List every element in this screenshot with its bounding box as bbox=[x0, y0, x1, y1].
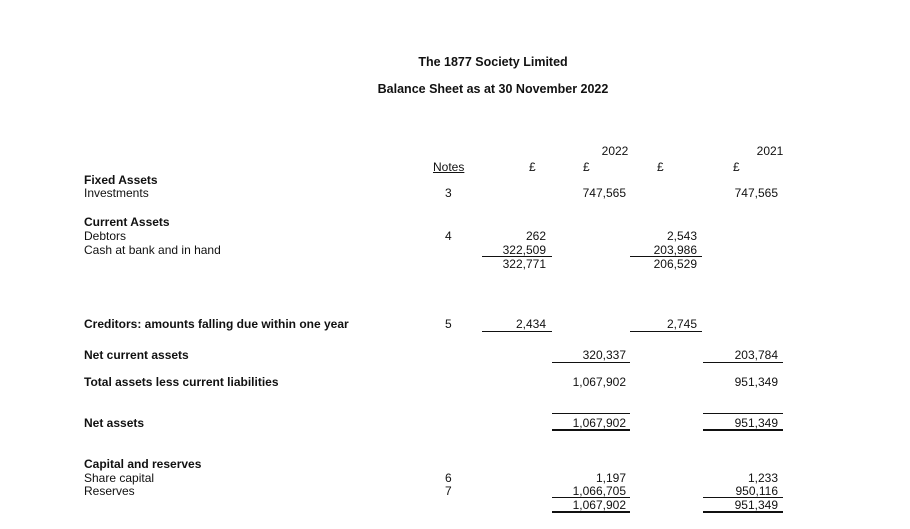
current-assets-total-prior: 206,529 bbox=[653, 257, 697, 271]
fixed-assets-heading: Fixed Assets bbox=[84, 173, 158, 187]
currency-col4: £ bbox=[733, 160, 740, 174]
investments-cur: 747,565 bbox=[582, 186, 626, 200]
net-assets-cur: 1,067,902 bbox=[572, 416, 626, 430]
investments-prior: 747,565 bbox=[734, 186, 778, 200]
total-assets-less-cl-prior: 951,349 bbox=[734, 375, 778, 389]
currency-col3: £ bbox=[657, 160, 664, 174]
company-name: The 1877 Society Limited bbox=[418, 55, 568, 69]
cash-label: Cash at bank and in hand bbox=[84, 243, 221, 257]
debtors-prior: 2,543 bbox=[666, 229, 697, 243]
net-assets-top-rule-prior bbox=[703, 413, 783, 414]
creditors-rule-prior bbox=[630, 331, 702, 332]
creditors-rule-cur bbox=[482, 331, 552, 332]
creditors-cur: 2,434 bbox=[515, 317, 546, 331]
reserves-cur: 1,066,705 bbox=[572, 484, 626, 498]
current-assets-heading: Current Assets bbox=[84, 215, 170, 229]
share-capital-label: Share capital bbox=[84, 471, 155, 485]
reserves-label: Reserves bbox=[84, 484, 135, 498]
reserves-note: 7 bbox=[445, 484, 452, 498]
creditors-note: 5 bbox=[445, 317, 452, 331]
debtors-cur: 262 bbox=[525, 229, 546, 243]
capital-reserves-heading: Capital and reserves bbox=[84, 457, 202, 471]
net-assets-bottom-rule-cur bbox=[552, 429, 630, 431]
debtors-label: Debtors bbox=[84, 229, 127, 243]
net-assets-prior: 951,349 bbox=[734, 416, 778, 430]
net-assets-top-rule-cur bbox=[552, 413, 630, 414]
investments-label: Investments bbox=[84, 186, 149, 200]
creditors-prior: 2,745 bbox=[666, 317, 697, 331]
capital-total-rule-cur bbox=[552, 511, 630, 513]
net-assets-label: Net assets bbox=[84, 416, 145, 430]
capital-total-rule-prior bbox=[703, 511, 783, 513]
share-capital-prior: 1,233 bbox=[747, 471, 778, 485]
share-capital-cur: 1,197 bbox=[595, 471, 626, 485]
notes-header: Notes bbox=[433, 160, 465, 174]
year-prior-header: 2021 bbox=[756, 144, 784, 158]
cash-cur: 322,509 bbox=[502, 243, 546, 257]
net-current-assets-prior: 203,784 bbox=[734, 348, 778, 362]
total-assets-less-cl-cur: 1,067,902 bbox=[572, 375, 626, 389]
nca-rule-prior bbox=[703, 362, 783, 363]
currency-col2: £ bbox=[583, 160, 590, 174]
currency-col1: £ bbox=[529, 160, 536, 174]
investments-note: 3 bbox=[445, 186, 452, 200]
capital-total-prior: 951,349 bbox=[734, 498, 778, 512]
capital-total-cur: 1,067,902 bbox=[572, 498, 626, 512]
net-current-assets-label: Net current assets bbox=[84, 348, 189, 362]
current-assets-total-cur: 322,771 bbox=[502, 257, 546, 271]
nca-rule-cur bbox=[552, 362, 630, 363]
reserves-prior: 950,116 bbox=[735, 484, 778, 498]
net-current-assets-cur: 320,337 bbox=[582, 348, 626, 362]
net-assets-bottom-rule-prior bbox=[703, 429, 783, 431]
debtors-note: 4 bbox=[445, 229, 452, 243]
page-title: Balance Sheet as at 30 November 2022 bbox=[377, 82, 609, 96]
share-capital-note: 6 bbox=[445, 471, 452, 485]
creditors-label: Creditors: amounts falling due within one year bbox=[84, 317, 349, 331]
year-current-header: 2022 bbox=[601, 144, 629, 158]
cash-prior: 203,986 bbox=[653, 243, 697, 257]
total-assets-less-cl-label: Total assets less current liabilities bbox=[84, 375, 279, 389]
